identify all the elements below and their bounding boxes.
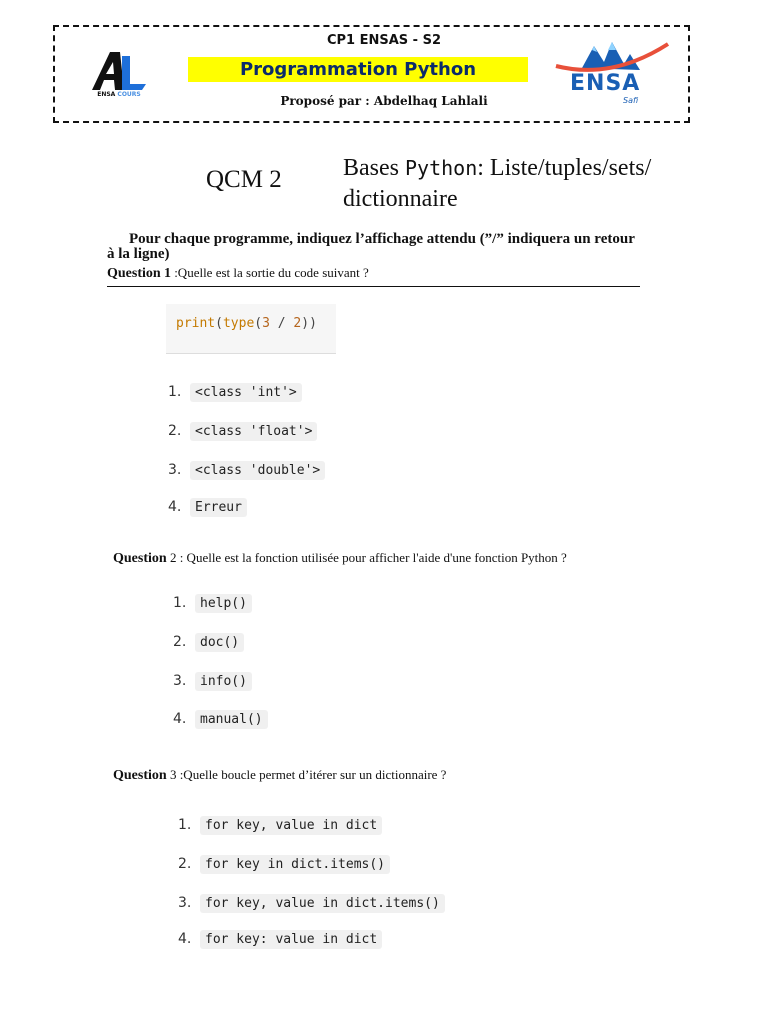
- subject-banner: Programmation Python: [188, 57, 528, 82]
- q3-option-1[interactable]: 1. for key, value in dict: [178, 817, 382, 833]
- instructions: Pour chaque programme, indiquez l’affichage attendu (”/” indiquera un retour à la ligne): [107, 231, 635, 262]
- q2-option-2[interactable]: 2. doc(): [173, 634, 244, 650]
- code-block: print(type(3 / 2)): [166, 304, 336, 354]
- ensa-wordmark: ENSA: [570, 71, 641, 96]
- page-title: Bases Python: Liste/tuples/sets/ dictionnaire: [343, 155, 652, 212]
- q3-option-2[interactable]: 2. for key in dict.items(): [178, 856, 390, 872]
- q1-option-3[interactable]: 3. <class 'double'>: [168, 462, 325, 478]
- question-3: Question 3 :Quelle boucle permet d’itérer sur un dictionnaire ?: [113, 767, 447, 783]
- q1-option-4[interactable]: 4. Erreur: [168, 499, 247, 515]
- logo-caption: ENSA COURS: [97, 91, 141, 98]
- q2-option-3[interactable]: 3. info(): [173, 673, 252, 689]
- q2-option-4[interactable]: 4. manual(): [173, 711, 268, 727]
- qcm-number: QCM 2: [206, 166, 282, 193]
- q3-option-4[interactable]: 4. for key: value in dict: [178, 931, 382, 947]
- question-1: Question 1 :Quelle est la sortie du code suivant ?: [107, 265, 640, 287]
- q1-option-1[interactable]: 1. <class 'int'>: [168, 384, 302, 400]
- author-line: Proposé par : Abdelhaq Lahlali: [280, 94, 488, 108]
- question-2: Question 2 : Quelle est la fonction utilisée pour afficher l'aide d'une fonction Python ?: [113, 550, 567, 566]
- q2-option-1[interactable]: 1. help(): [173, 595, 252, 611]
- safi-label: Safi: [623, 96, 639, 105]
- q3-option-3[interactable]: 3. for key, value in dict.items(): [178, 895, 445, 911]
- q1-option-2[interactable]: 2. <class 'float'>: [168, 423, 317, 439]
- course-label: CP1 ENSAS - S2: [326, 33, 442, 48]
